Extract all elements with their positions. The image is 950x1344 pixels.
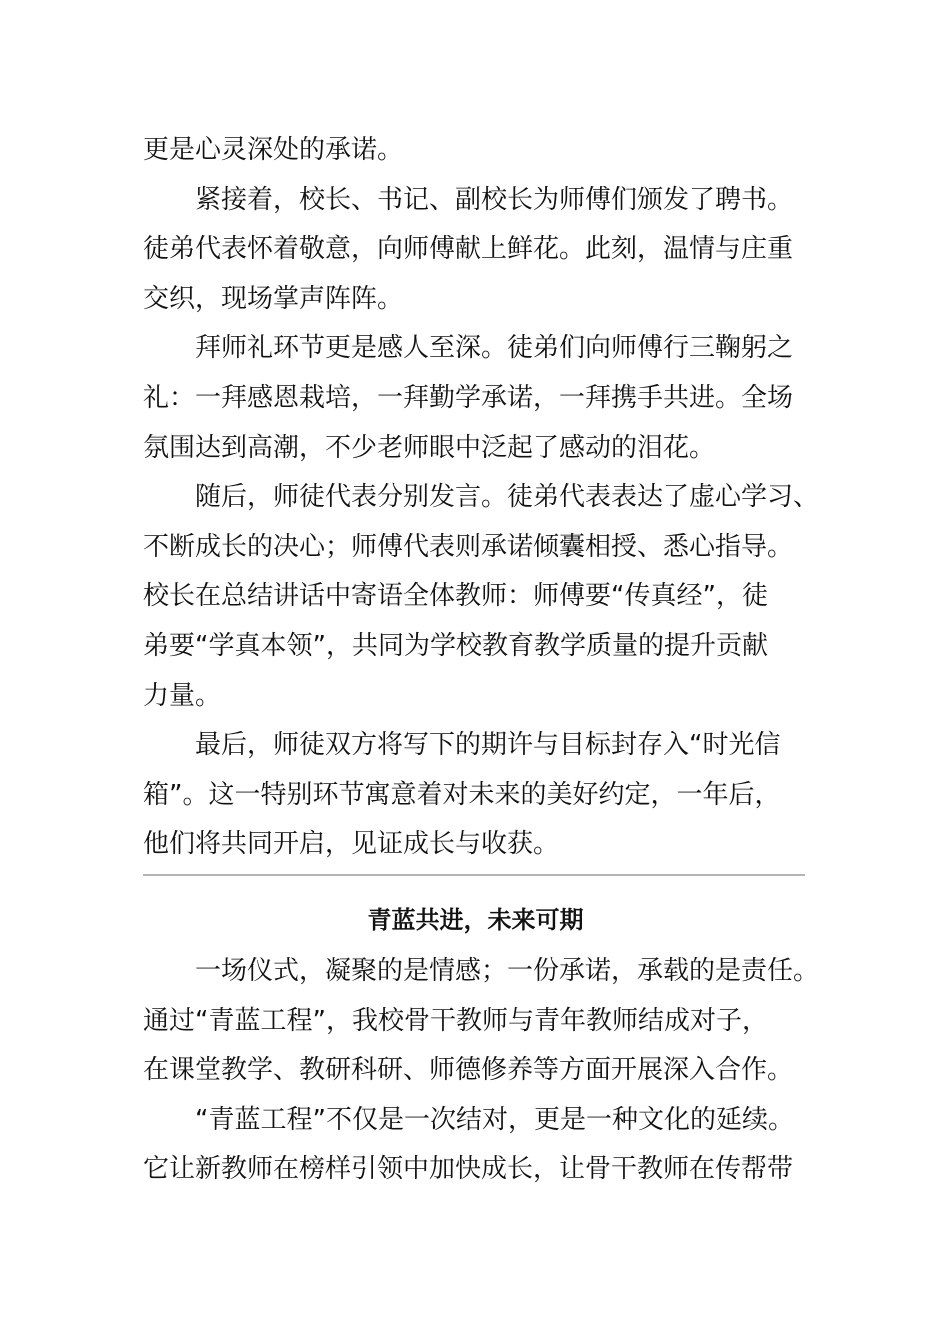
paragraph — [143, 947, 820, 1096]
paragraph — [143, 473, 820, 721]
text-line: 通过“青蓝工程”，我校骨干教师与青年教师结成对子， — [143, 1005, 768, 1036]
text-line: 紧接着，校长、书记、副校长为师傅们颁发了聘书。 — [195, 184, 794, 215]
text-line: 它让新教师在榜样引领中加快成长，让骨干教师在传帮带 — [143, 1154, 794, 1185]
section-divider — [143, 874, 805, 876]
paragraph — [143, 721, 808, 870]
text-line: 在课堂教学、教研科研、师德修养等方面开展深入合作。 — [143, 1055, 794, 1086]
document-page — [143, 126, 820, 1195]
text-line: 更是心灵深处的承诺。 — [143, 135, 404, 165]
text-line: “青蓝工程”不仅是一次结对，更是一种文化的延续。 — [195, 1104, 794, 1135]
text-line: 力量。 — [143, 680, 222, 711]
paragraph — [143, 126, 808, 176]
paragraph — [143, 1096, 808, 1195]
text-line: 礼：一拜感恩栽培，一拜勤学承诺，一拜携手共进。全场 — [143, 382, 794, 413]
text-line: 氛围达到高潮，不少老师眼中泛起了感动的泪花。 — [143, 432, 716, 463]
text-line: 随后，师徒代表分别发言。徒弟代表表达了虚心学习、 — [195, 482, 820, 513]
text-line: 他们将共同开启，见证成长与收获。 — [143, 829, 560, 860]
text-line: 不断成长的决心；师傅代表则承诺倾囊相授、悉心指导。 — [143, 531, 794, 562]
text-line: 弟要“学真本领”，共同为学校教育教学质量的提升贡献 — [143, 630, 768, 661]
text-line: 一场仪式，凝聚的是情感；一份承诺，承载的是责任。 — [195, 955, 820, 986]
text-line: 最后，师徒双方将写下的期许与目标封存入“时光信 — [195, 730, 781, 761]
section-title: 青蓝共进，未来可期 — [367, 905, 584, 934]
paragraph — [143, 324, 808, 473]
text-line: 徒弟代表怀着敬意，向师傅献上鲜花。此刻，温情与庄重 — [143, 234, 794, 265]
text-line: 箱”。这一特别环节寓意着对未来的美好约定，一年后， — [143, 779, 781, 810]
text-line: 拜师礼环节更是感人至深。徒弟们向师傅行三鞠躬之 — [195, 333, 794, 364]
text-line: 交织，现场掌声阵阵。 — [143, 283, 404, 314]
paragraph — [143, 176, 808, 325]
text-line: 校长在总结讲话中寄语全体教师：师傅要“传真经”，徒 — [143, 581, 768, 612]
